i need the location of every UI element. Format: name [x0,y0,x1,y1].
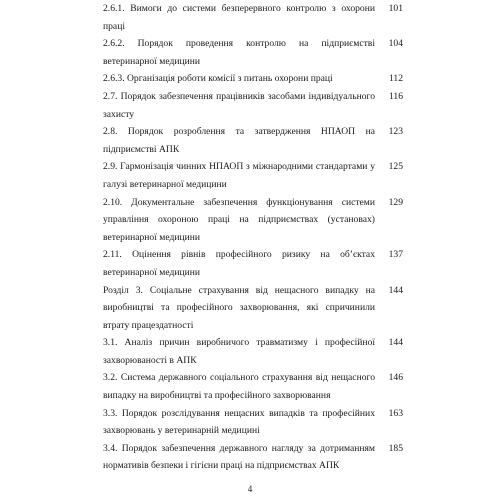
page-number: 4 [247,484,253,494]
toc-entry-title: Розділ 3. Соціальне страхування від нещасного випадку на виробництві та професійного захворювання, які спричинили втрату працездатності [103,284,375,331]
toc-entry-page: 163 [388,407,403,419]
toc-entry-page: 144 [388,284,403,296]
toc-entry-title: 2.6.1. Вимоги до системи безперервного контролю з охорони праці [103,3,375,32]
table-of-contents [103,0,403,475]
toc-entry-page: 185 [388,442,403,454]
toc-entry-title: 2.8. Порядок розроблення та затвердження НПАОП на підприємстві АПК [103,126,375,155]
toc-entry-page: 144 [388,337,403,349]
toc-entry [103,369,403,404]
toc-entry [103,158,403,193]
toc-entry-title: 2.11. Оцінення рівнів професійного ризику на об’єктах ветеринарної медицини [103,249,375,278]
toc-entry-page: 104 [388,38,403,50]
toc-entry-page: 125 [388,161,403,173]
toc-entry [103,334,403,369]
toc-entry-title: 2.7. Порядок забезпечення працівників засобами індивідуального захисту [103,90,375,120]
toc-entry-title: 2.6.3. Організація роботи комісії з питань охорони праці [103,73,333,85]
toc-entry-page: 137 [388,249,403,261]
toc-entry [103,123,403,158]
toc-entry [103,405,403,440]
toc-entry [103,440,403,475]
toc-entry [103,70,403,88]
toc-entry [103,282,403,335]
toc-entry-title: 3.4. Порядок забезпечення державного нагляду за дотриманням нормативів безпеки і гігієни праці на підприємствах АПК [103,442,375,472]
toc-entry-title: 2.10. Документальне забезпечення функціонування системи управління охороною праці на підприємствах (установах) ветеринарної медицини [103,196,375,243]
toc-entry [103,194,403,247]
toc-entry-page: 116 [388,90,403,102]
toc-entry [103,35,403,70]
toc-entry [103,246,403,281]
toc-entry-page: 101 [388,3,403,14]
toc-entry-title: 3.2. Система державного соціального страхування від нещасного випадку на виробництві та професійного захворювання [103,372,375,402]
toc-entry-title: 2.6.2. Порядок проведення контролю на підприємстві ветеринарної медицини [103,38,375,67]
toc-entry-title: 2.9. Гармонізація чинних НПАОП з міжнародними стандартами у галузі ветеринарної медицини [103,161,375,190]
toc-entry-page: 112 [388,73,403,85]
toc-entry [103,88,403,123]
toc-entry [103,0,403,35]
toc-entry-page: 123 [388,126,403,138]
toc-entry-title: 3.3. Порядок розслідування нещасних випадків та професійних захворювань у ветеринарній медицині [103,407,375,437]
toc-entry-page: 129 [388,196,403,208]
toc-entry-page: 146 [388,372,403,384]
toc-entry-title: 3.1. Аналіз причин виробничого травматизму і професійної захворюваності в АПК [103,337,375,366]
